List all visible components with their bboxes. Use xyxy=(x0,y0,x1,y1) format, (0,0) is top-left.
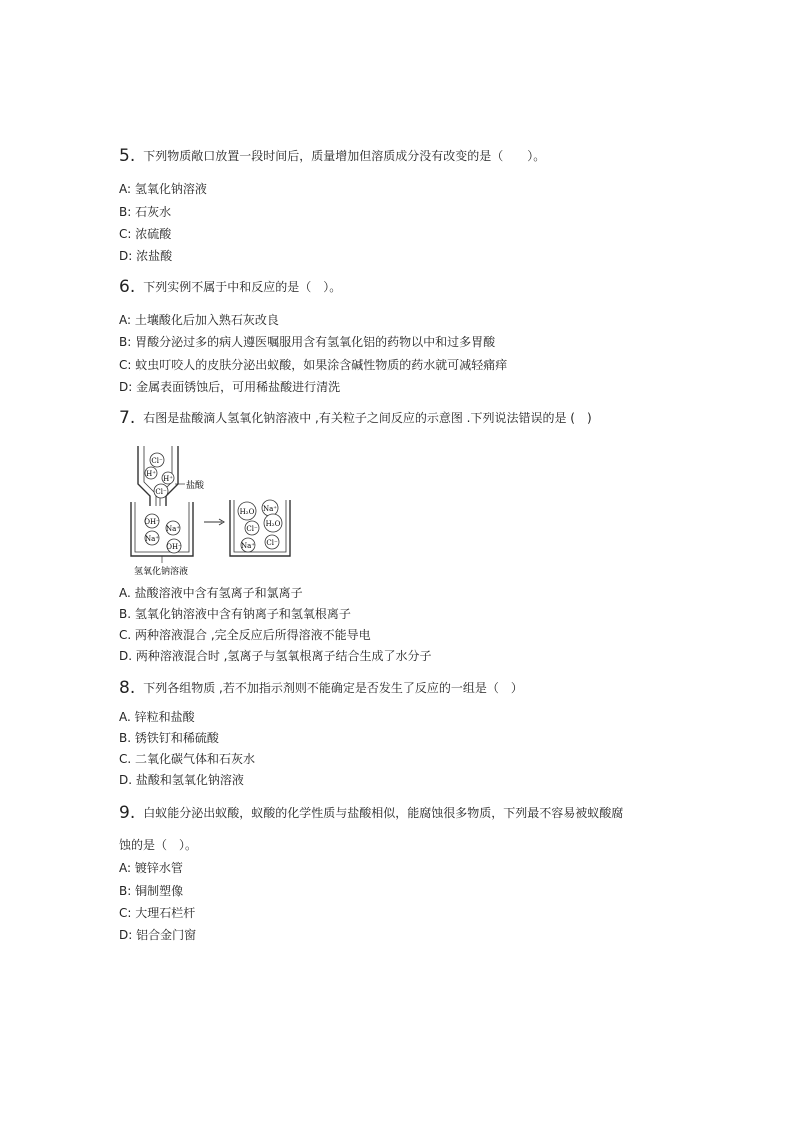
question-number: 9. xyxy=(119,803,136,823)
question-8-option-a[interactable]: A. 锌粒和盐酸 xyxy=(119,710,195,724)
question-number: 6. xyxy=(119,277,136,297)
ion-label: H₂O xyxy=(265,520,281,528)
ion-label: Cl⁻ xyxy=(151,457,163,465)
question-7-title xyxy=(119,408,592,428)
question-text: 下列各组物质 ,若不加指示剂则不能确定是否发生了反应的一组是（ ） xyxy=(143,681,523,695)
ion-label: Na⁺ xyxy=(145,535,159,543)
question-7-option-a[interactable]: A. 盐酸溶液中含有氢离子和氯离子 xyxy=(119,586,303,600)
question-number: 8. xyxy=(119,678,136,698)
question-9-option-d[interactable]: D: 铝合金门窗 xyxy=(119,928,197,942)
question-8-title xyxy=(119,678,523,698)
question-5-option-d[interactable]: D: 浓盐酸 xyxy=(119,249,173,263)
question-7-option-d[interactable]: D. 两种溶液混合时 ,氢离子与氢氧根离子结合生成了水分子 xyxy=(119,649,432,663)
ion-label: OH⁻ xyxy=(166,543,182,551)
ion-label: Cl⁻ xyxy=(266,539,278,547)
ion-label: Na⁺ xyxy=(166,525,180,533)
question-9-option-b[interactable]: B: 铜制塑像 xyxy=(119,884,184,898)
question-5-title xyxy=(119,146,545,166)
question-number: 7. xyxy=(119,408,136,428)
question-text: 下列物质敞口放置一段时间后，质量增加但溶质成分没有改变的是（ ）。 xyxy=(143,149,546,163)
question-6-title xyxy=(119,277,341,297)
question-5-option-a[interactable]: A: 氢氧化钠溶液 xyxy=(119,182,207,196)
question-5-option-c[interactable]: C: 浓硫酸 xyxy=(119,227,172,241)
ion-label: OH⁻ xyxy=(144,518,160,526)
question-9-continuation: 蚀的是（ ）。 xyxy=(119,838,198,852)
ion-label: Na⁺ xyxy=(263,505,277,513)
question-9-title xyxy=(119,803,623,823)
question-text: 下列实例不属于中和反应的是（ ）。 xyxy=(143,280,342,294)
question-7-option-b[interactable]: B. 氢氧化钠溶液中含有钠离子和氢氧根离子 xyxy=(119,607,351,621)
question-8-option-c[interactable]: C. 二氧化碳气体和石灰水 xyxy=(119,752,256,766)
question-text: 右图是盐酸滴人氢氧化钠溶液中 ,有关粒子之间反应的示意图 .下列说法错误的是 ( ) xyxy=(143,411,592,425)
ion-label: H⁺ xyxy=(146,470,156,478)
ion-label: Cl⁻ xyxy=(246,525,258,533)
question-9-option-a[interactable]: A: 镀锌水管 xyxy=(119,861,183,875)
question-6-option-b[interactable]: B: 胃酸分泌过多的病人遵医嘱服用含有氢氧化铝的药物以中和过多胃酸 xyxy=(119,335,496,349)
ion-label: Na⁺ xyxy=(241,542,255,550)
acid-label: 盐酸 xyxy=(186,481,205,491)
question-8-option-b[interactable]: B. 锈铁钉和稀硫酸 xyxy=(119,731,219,745)
question-6-option-d[interactable]: D: 金属表面锈蚀后，可用稀盐酸进行清洗 xyxy=(119,380,341,394)
ion-label: H₂O xyxy=(239,508,255,516)
question-text: 白蚁能分泌出蚁酸，蚁酸的化学性质与盐酸相似，能腐蚀很多物质，下列最不容易被蚁酸腐 xyxy=(143,806,624,820)
question-7-option-c[interactable]: C. 两种溶液混合 ,完全反应后所得溶液不能导电 xyxy=(119,628,371,642)
reaction-diagram xyxy=(128,444,303,579)
question-8-option-d[interactable]: D. 盐酸和氢氧化钠溶液 xyxy=(119,773,244,787)
question-5-option-b[interactable]: B: 石灰水 xyxy=(119,205,172,219)
question-9-option-c[interactable]: C: 大理石栏杆 xyxy=(119,906,196,920)
ion-label: Cl⁻ xyxy=(155,488,167,496)
base-label: 氢氧化钠溶液 xyxy=(134,567,189,577)
question-6-option-c[interactable]: C: 蚊虫叮咬人的皮肤分泌出蚁酸，如果涂含碱性物质的药水就可减轻痛痒 xyxy=(119,358,508,372)
question-number: 5. xyxy=(119,146,136,166)
ion-label: H⁺ xyxy=(163,475,173,483)
question-6-option-a[interactable]: A: 土壤酸化后加入熟石灰改良 xyxy=(119,313,279,327)
